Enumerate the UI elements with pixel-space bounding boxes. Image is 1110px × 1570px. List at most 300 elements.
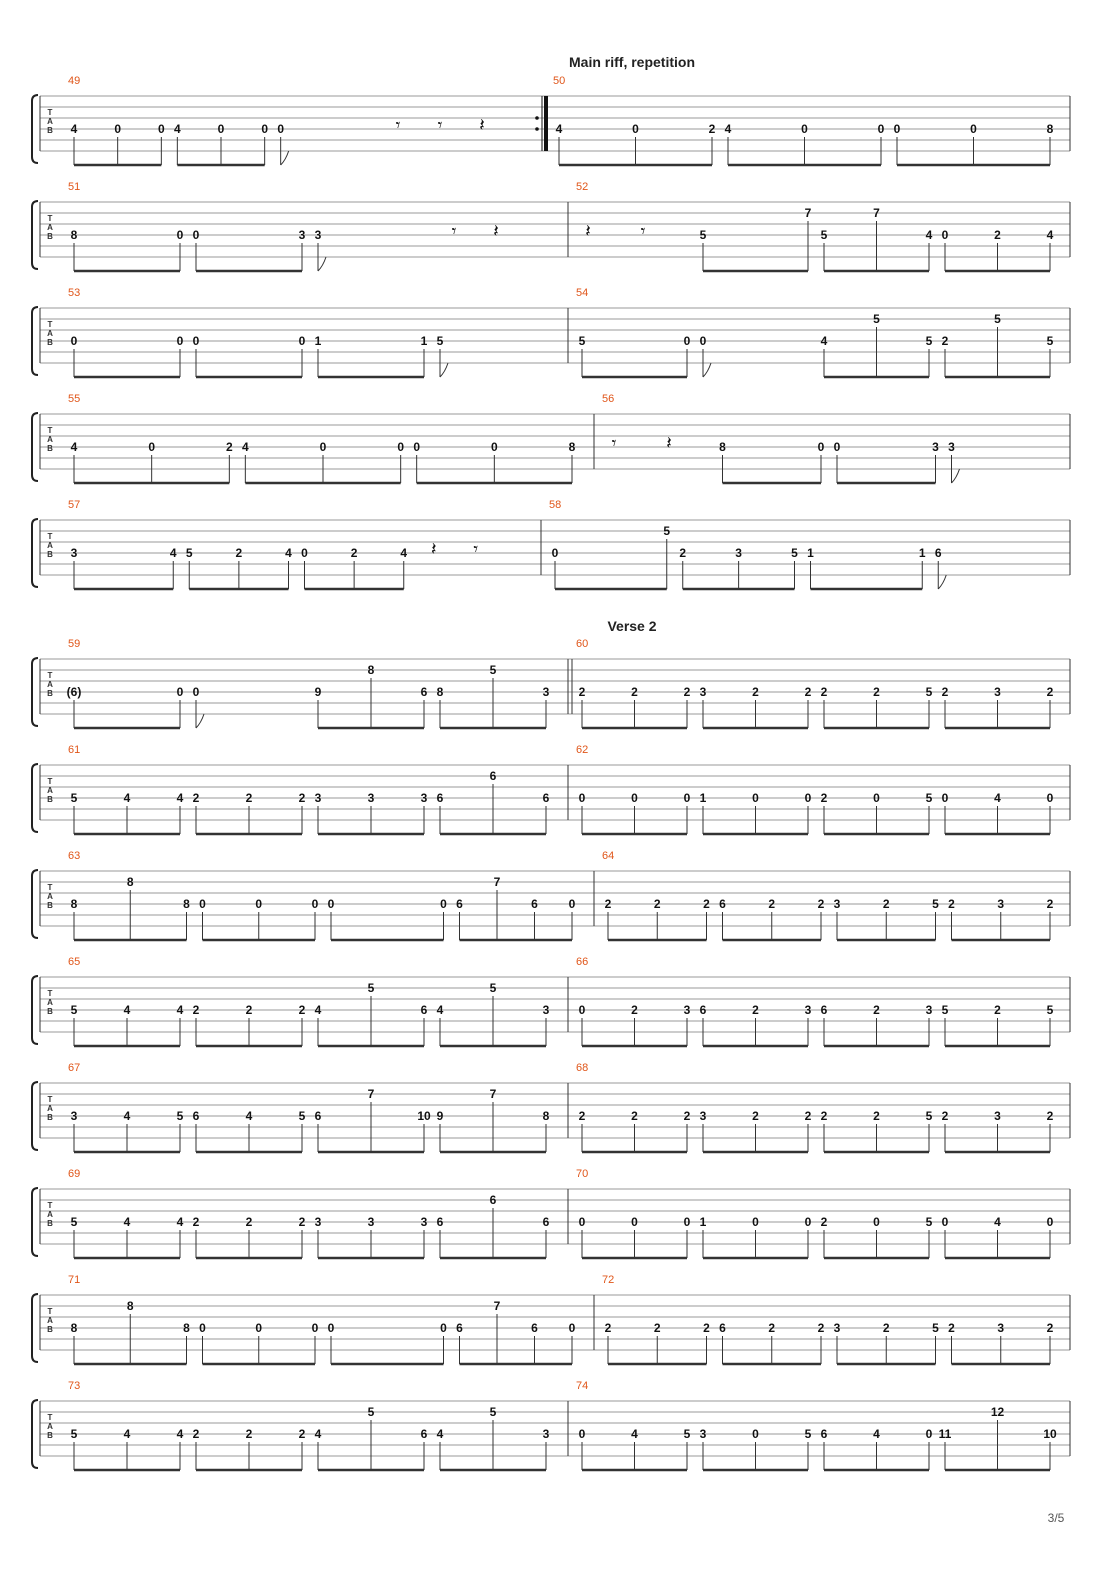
fret-number: 5 [663, 524, 671, 538]
fret-number: 4 [241, 440, 249, 454]
fret-number: 2 [298, 1003, 306, 1017]
fret-number: 0 [440, 1321, 447, 1335]
note-flag [440, 363, 448, 377]
tab-clef-letter: A [47, 998, 53, 1007]
fret-number: 0 [632, 122, 639, 136]
fret-number: 3 [932, 440, 939, 454]
note-flag [703, 363, 711, 377]
bar-number-58: 58 [549, 499, 562, 511]
tab-clef-letter: A [47, 117, 53, 126]
fret-number: 2 [768, 897, 776, 911]
fret-number: 9 [436, 1109, 444, 1123]
note-flag [318, 257, 326, 271]
fret-number: 0 [833, 440, 841, 454]
bar-number-51: 51 [68, 181, 81, 193]
fret-number: 1 [918, 546, 926, 560]
fret-number: 2 [820, 1109, 828, 1123]
fret-number: 2 [631, 1109, 638, 1123]
fret-number: 2 [245, 1215, 253, 1229]
tab-clef-letter: A [47, 223, 53, 232]
tab-clef-letter: T [47, 1201, 53, 1210]
system-bracket [32, 1082, 38, 1150]
fret-number: 2 [820, 791, 828, 805]
bar-number-57: 57 [68, 499, 81, 511]
fret-number: 5 [70, 1427, 78, 1441]
fret-number: 3 [699, 685, 707, 699]
fret-number: 0 [255, 897, 263, 911]
fret-number: 4 [176, 791, 184, 805]
fret-number: 0 [752, 1215, 759, 1229]
fret-number: 4 [436, 1003, 444, 1017]
fret-number: 4 [314, 1003, 322, 1017]
fret-number: 3 [804, 1003, 812, 1017]
fret-number: 6 [542, 791, 550, 805]
fret-number: 4 [245, 1109, 253, 1123]
fret-number: 10 [417, 1109, 431, 1123]
fret-number: 0 [490, 440, 498, 454]
fret-number: 6 [420, 1427, 428, 1441]
fret-number: 0 [70, 334, 78, 348]
bar-number-53: 53 [68, 287, 81, 299]
fret-number: 3 [314, 1215, 322, 1229]
fret-number: 0 [568, 1321, 576, 1335]
fret-number: 4 [123, 1427, 131, 1441]
system-bracket [32, 658, 38, 726]
fret-number: 5 [932, 897, 939, 911]
fret-number: 2 [948, 897, 955, 911]
fret-number: 0 [413, 440, 421, 454]
bar-number-50: 50 [553, 75, 566, 87]
tab-clef-letter: B [47, 232, 53, 241]
tab-clef-letter: T [47, 777, 53, 786]
fret-number: 0 [817, 440, 825, 454]
fret-number: 0 [261, 122, 269, 136]
fret-number: 8 [70, 228, 78, 242]
fret-number: 10 [1043, 1427, 1057, 1441]
fret-number: 1 [699, 1215, 707, 1229]
fret-number: 0 [199, 1321, 206, 1335]
fret-number: 4 [70, 122, 78, 136]
fret-number: 8 [367, 663, 375, 677]
fret-number: 0 [217, 122, 225, 136]
fret-number: 5 [489, 981, 497, 995]
tab-clef-letter: T [47, 989, 53, 998]
system-bracket [32, 201, 38, 269]
tab-clef-letter: T [47, 671, 53, 680]
fret-number: 4 [400, 546, 408, 560]
fret-number: 0 [311, 1321, 319, 1335]
fret-number: 2 [873, 1003, 880, 1017]
system-bracket [32, 413, 38, 481]
fret-number: 2 [941, 685, 949, 699]
fret-number: 4 [994, 1215, 1001, 1229]
fret-number: 4 [436, 1427, 444, 1441]
fret-number: 0 [804, 791, 812, 805]
tab-clef-letter: A [47, 786, 53, 795]
repeat-dot [535, 116, 539, 120]
system-bracket [32, 307, 38, 375]
tab-clef-letter: A [47, 435, 53, 444]
eighth-rest: 𝄾 [611, 433, 617, 454]
fret-number: 4 [123, 1215, 131, 1229]
fret-number: 2 [1046, 1109, 1054, 1123]
fret-number: 2 [298, 791, 306, 805]
quarter-rest: 𝄽 [479, 115, 485, 136]
fret-number: 5 [994, 312, 1001, 326]
fret-number: 6 [542, 1215, 550, 1229]
fret-number: 5 [925, 685, 933, 699]
fret-number: 5 [367, 981, 375, 995]
tab-clef-letter: B [47, 689, 53, 698]
fret-number: 0 [551, 546, 559, 560]
fret-number: 4 [70, 440, 78, 454]
fret-number: 0 [699, 334, 707, 348]
fret-number: 7 [489, 1087, 497, 1101]
fret-number: 2 [653, 1321, 661, 1335]
fret-number: 8 [1046, 122, 1054, 136]
fret-number: 0 [199, 897, 206, 911]
fret-number: 0 [631, 1215, 638, 1229]
fret-number: 0 [298, 334, 306, 348]
fret-number: 0 [192, 685, 200, 699]
fret-number: 2 [604, 897, 612, 911]
fret-number: 2 [752, 1109, 759, 1123]
fret-number: 6 [436, 1215, 444, 1229]
fret-number: 1 [314, 334, 322, 348]
fret-number: 4 [925, 228, 933, 242]
fret-number: 3 [699, 1427, 707, 1441]
fret-number: 0 [397, 440, 405, 454]
bar-number-60: 60 [576, 638, 589, 650]
bar-number-56: 56 [602, 393, 615, 405]
tab-clef-letter: A [47, 1422, 53, 1431]
fret-number: 2 [820, 1215, 828, 1229]
tab-clef-letter: B [47, 338, 53, 347]
fret-number: 3 [833, 1321, 841, 1335]
fret-number: 2 [882, 897, 890, 911]
fret-number: 4 [123, 1003, 131, 1017]
tab-clef-letter: B [47, 550, 53, 559]
fret-number: 2 [703, 1321, 710, 1335]
fret-number: 6 [699, 1003, 707, 1017]
fret-number: 0 [327, 897, 335, 911]
fret-number: 3 [70, 1109, 78, 1123]
fret-number: 2 [994, 1003, 1001, 1017]
fret-number: 4 [169, 546, 177, 560]
fret-number: 6 [531, 1321, 538, 1335]
fret-number: 2 [752, 685, 759, 699]
fret-number: 4 [173, 122, 181, 136]
tab-clef-letter: A [47, 1316, 53, 1325]
tab-clef-letter: B [47, 1325, 53, 1334]
fret-number: 4 [994, 791, 1001, 805]
quarter-rest: 𝄽 [430, 539, 437, 560]
fret-number: 2 [631, 1003, 638, 1017]
bar-number-66: 66 [576, 956, 589, 968]
fret-number: 2 [708, 122, 716, 136]
fret-number: 2 [948, 1321, 955, 1335]
note-flag [938, 575, 946, 589]
fret-number: 6 [934, 546, 942, 560]
bar-number-59: 59 [68, 638, 81, 650]
system-bracket [32, 519, 38, 587]
tab-clef-letter: T [47, 214, 53, 223]
fret-number: 5 [925, 1109, 933, 1123]
fret-number: 3 [314, 228, 322, 242]
fret-number: 7 [493, 1299, 501, 1313]
fret-number: 0 [176, 228, 184, 242]
fret-number: 5 [925, 334, 933, 348]
fret-number: 3 [298, 228, 306, 242]
fret-number: 6 [420, 685, 428, 699]
eighth-rest: 𝄾 [451, 221, 457, 242]
fret-number: 8 [126, 1299, 134, 1313]
system-bracket [32, 764, 38, 832]
fret-number: 7 [367, 1087, 375, 1101]
fret-number: 0 [941, 228, 949, 242]
eighth-rest: 𝄾 [640, 221, 646, 242]
fret-number: 0 [578, 1215, 586, 1229]
fret-number: 2 [653, 897, 661, 911]
fret-number: 3 [994, 1109, 1001, 1123]
page-number: 3/5 [1047, 1511, 1065, 1525]
fret-number: 4 [176, 1427, 184, 1441]
fret-number: 5 [873, 312, 880, 326]
fret-number: 7 [873, 206, 880, 220]
fret-number: 0 [970, 122, 977, 136]
tab-clef-letter: T [47, 320, 53, 329]
tab-clef-letter: T [47, 108, 53, 117]
fret-number: 6 [820, 1003, 828, 1017]
fret-number: 2 [1046, 897, 1054, 911]
fret-number: 5 [925, 791, 933, 805]
tab-clef-letter: B [47, 126, 53, 135]
fret-number: 5 [70, 791, 78, 805]
fret-number: 5 [436, 334, 444, 348]
system-bracket [32, 1294, 38, 1362]
fret-number: 3 [699, 1109, 707, 1123]
bar-number-67: 67 [68, 1062, 81, 1074]
fret-number: 0 [683, 791, 691, 805]
tab-clef-letter: B [47, 795, 53, 804]
fret-number: 5 [804, 1427, 812, 1441]
fret-number: 8 [542, 1109, 550, 1123]
tab-clef-letter: B [47, 1219, 53, 1228]
fret-number: 0 [255, 1321, 263, 1335]
fret-number: 0 [873, 1215, 880, 1229]
fret-number: 5 [791, 546, 798, 560]
fret-number: 0 [683, 334, 691, 348]
fret-number: 0 [277, 122, 285, 136]
fret-number: 3 [735, 546, 742, 560]
fret-number: 3 [70, 546, 78, 560]
fret-number: 5 [185, 546, 193, 560]
fret-number: 6 [719, 897, 726, 911]
fret-number: 5 [932, 1321, 939, 1335]
eighth-rest: 𝄾 [473, 539, 479, 560]
fret-number: 0 [1046, 1215, 1054, 1229]
tab-clef-letter: B [47, 1113, 53, 1122]
fret-number: 7 [804, 206, 812, 220]
fret-number: 2 [804, 1109, 812, 1123]
quarter-rest: 𝄽 [493, 221, 499, 242]
fret-number: 2 [817, 1321, 825, 1335]
fret-number: 3 [314, 791, 322, 805]
fret-number: 2 [192, 1003, 200, 1017]
fret-number: 8 [126, 875, 134, 889]
fret-number: 0 [157, 122, 165, 136]
tab-clef-letter: A [47, 680, 53, 689]
fret-number: 4 [820, 334, 828, 348]
fret-number: 0 [893, 122, 901, 136]
fret-number: 2 [683, 685, 691, 699]
repeat-dot [535, 127, 539, 131]
fret-number: 2 [804, 685, 812, 699]
fret-number: 6 [436, 791, 444, 805]
fret-number: 2 [298, 1427, 306, 1441]
fret-number: 2 [245, 791, 253, 805]
bar-number-55: 55 [68, 393, 81, 405]
bar-number-69: 69 [68, 1168, 81, 1180]
fret-number: 4 [1046, 228, 1054, 242]
tab-clef-letter: B [47, 1007, 53, 1016]
fret-number: 2 [1046, 1321, 1054, 1335]
fret-number: 0 [578, 1427, 586, 1441]
fret-number: 0 [440, 897, 447, 911]
fret-number: 2 [683, 1109, 691, 1123]
bar-number-74: 74 [576, 1380, 589, 1392]
fret-number: 0 [631, 791, 638, 805]
bar-number-72: 72 [602, 1274, 615, 1286]
fret-number: 0 [941, 791, 949, 805]
fret-number: 5 [683, 1427, 691, 1441]
fret-number: 2 [768, 1321, 776, 1335]
fret-number: 3 [420, 1215, 428, 1229]
fret-number: 0 [804, 1215, 812, 1229]
fret-number: 0 [752, 1427, 759, 1441]
fret-number: 0 [148, 440, 156, 454]
tab-clef-letter: T [47, 532, 53, 541]
note-flag [196, 714, 204, 728]
fret-number: 3 [997, 1321, 1005, 1335]
fret-number: 6 [456, 1321, 463, 1335]
bar-number-49: 49 [68, 75, 81, 87]
bar-number-63: 63 [68, 850, 81, 862]
fret-number: 2 [882, 1321, 890, 1335]
tab-clef-letter: T [47, 426, 53, 435]
fret-number: 0 [114, 122, 122, 136]
fret-number: 2 [994, 228, 1001, 242]
fret-number: 5 [489, 663, 497, 677]
fret-number: 8 [568, 440, 576, 454]
tab-clef-letter: T [47, 1307, 53, 1316]
fret-number: 4 [724, 122, 732, 136]
system-bracket [32, 95, 38, 163]
fret-number: 8 [436, 685, 444, 699]
fret-number: 0 [683, 1215, 691, 1229]
fret-number: 5 [489, 1405, 497, 1419]
fret-number: 5 [367, 1405, 375, 1419]
fret-number: 2 [578, 1109, 586, 1123]
fret-number: 5 [578, 334, 586, 348]
tab-clef-letter: B [47, 1431, 53, 1440]
fret-number: 0 [877, 122, 885, 136]
note-flag [281, 151, 289, 165]
tab-clef-letter: B [47, 444, 53, 453]
fret-number: 4 [631, 1427, 638, 1441]
fret-number: 5 [70, 1003, 78, 1017]
fret-number: 0 [311, 897, 319, 911]
fret-number: 5 [941, 1003, 949, 1017]
fret-number: 2 [245, 1003, 253, 1017]
fret-number: 6 [719, 1321, 726, 1335]
fret-number: 8 [719, 440, 726, 454]
fret-number: 6 [489, 1193, 497, 1207]
fret-number: 2 [631, 685, 638, 699]
fret-number: 6 [420, 1003, 428, 1017]
fret-number: 1 [807, 546, 814, 560]
fret-number: 0 [925, 1427, 933, 1441]
fret-number: 5 [298, 1109, 306, 1123]
bar-number-54: 54 [576, 287, 589, 299]
fret-number: 2 [873, 1109, 880, 1123]
bar-number-62: 62 [576, 744, 589, 756]
fret-number: 4 [176, 1215, 184, 1229]
fret-number: 3 [833, 897, 841, 911]
fret-number: 0 [941, 1215, 949, 1229]
fret-number: 2 [817, 897, 825, 911]
tab-clef-letter: T [47, 883, 53, 892]
fret-number: 2 [192, 1427, 200, 1441]
fret-number: 8 [70, 897, 78, 911]
fret-number: 6 [489, 769, 497, 783]
fret-number: 3 [925, 1003, 933, 1017]
bar-number-70: 70 [576, 1168, 589, 1180]
fret-number: 2 [235, 546, 243, 560]
bar-number-65: 65 [68, 956, 81, 968]
fret-number: 3 [367, 1215, 375, 1229]
fret-number: 4 [555, 122, 563, 136]
fret-number: 5 [820, 228, 828, 242]
system-bracket [32, 1400, 38, 1468]
fret-number: 2 [679, 546, 687, 560]
fret-number: 12 [990, 1405, 1005, 1419]
fret-number: 5 [699, 228, 707, 242]
fret-number: 2 [298, 1215, 306, 1229]
fret-number: 0 [568, 897, 576, 911]
fret-number: 2 [873, 685, 880, 699]
fret-number: 3 [994, 685, 1001, 699]
fret-number: 4 [285, 546, 292, 560]
section-title-1: Verse 2 [607, 618, 657, 634]
fret-number: 0 [801, 122, 808, 136]
fret-number: 2 [820, 685, 828, 699]
tab-clef-letter: T [47, 1095, 53, 1104]
fret-number: (6) [66, 685, 82, 699]
fret-number: 3 [542, 1003, 550, 1017]
fret-number: 2 [245, 1427, 253, 1441]
fret-number: 0 [176, 334, 184, 348]
fret-number: 9 [314, 685, 322, 699]
fret-number: 6 [192, 1109, 200, 1123]
system-bracket [32, 1188, 38, 1256]
tab-clef-letter: A [47, 892, 53, 901]
fret-number: 4 [123, 791, 131, 805]
fret-number: 2 [941, 1109, 949, 1123]
fret-number: 2 [192, 1215, 200, 1229]
fret-number: 5 [925, 1215, 933, 1229]
bar-number-73: 73 [68, 1380, 81, 1392]
